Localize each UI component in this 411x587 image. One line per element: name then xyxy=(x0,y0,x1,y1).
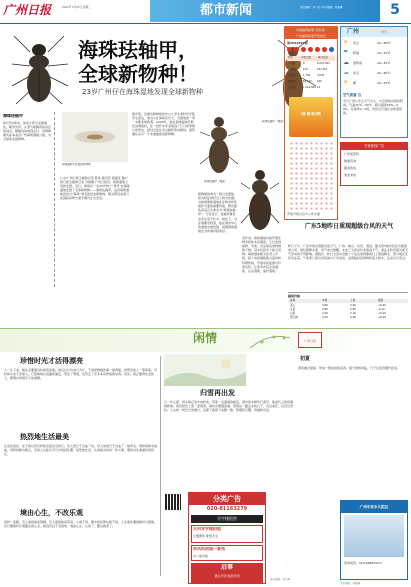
poem-body: 又一年立夏，风从珠江的方向吹来，带着一点湿润的暖意。窗外的木棉早已落尽，取而代之的是满树新绿。我在阳台上泡一壶清茶，看时光慢慢流淌。回想这一路走来的日子，有过迷茫，也有过坚持。人生如一场长长的旅行，走累了就停下来歇一歇，整理好行囊，再重新出发。 xyxy=(164,400,294,413)
lottery-cell: 五等奖 xyxy=(288,86,296,89)
side-poem-body: 清风拂过窗前，带来一缕淡淡的花香。夏天悄悄来临，日子也变得漫长起来。 xyxy=(298,366,401,370)
lottery-row xyxy=(287,62,335,67)
article-column-4: 近年来，海珠湿地持续开展生物多样性本底调查，已记录到植物、鸟类、昆虫等各类物种数千种，其中包括多个新记录种。海珠湿地相关负责人介绍，接下来将继续联合高校和科研机构，开展系统监测与科普宣传，让更多市民走进湿地、认识湿地、保护湿地。 xyxy=(242,236,282,273)
service-box-header: 专家热线广告 xyxy=(341,143,407,150)
lottery-cell: 三等奖 xyxy=(288,74,296,77)
weather-list xyxy=(343,39,405,89)
lottery-cell: 四等奖 xyxy=(288,80,296,83)
sample-photo-caption: 海珠湿地中发现的新物种 xyxy=(62,163,91,166)
ad-3-title: 启事 xyxy=(220,564,233,571)
ad-2-body: 办公室出租 xyxy=(193,554,209,558)
xianqing-seal: 广州日报 xyxy=(298,332,322,348)
right-ad xyxy=(340,500,408,580)
ads-write: 写字楼租售 xyxy=(191,515,263,523)
weather-desc: 多云 xyxy=(353,71,360,75)
column-divider xyxy=(160,356,161,576)
news2-body: 昨日下午，广东多地出现强对流天气，广州、佛山、东莞、清远、韶关等5地市先后出现雷雨大风、短时强降水等。省气象台提醒，未来三天我省仍多雷雨天气，请注意防范强对流天气带来的不利影响。据统计，昨日全省共有数十个站点录得暴雨以上级别降水，部分地区还伴有冰雹。气象部门建议市民减少户外活动，远离临时搭建物和高大树木，注意出行安全。 xyxy=(288,244,408,261)
lottery-cell: 6,231,564 xyxy=(317,62,330,65)
beetle-caption-mid: 海珠珐轴甲（腹面） xyxy=(204,180,228,183)
weather-label: 今天 xyxy=(381,30,388,34)
market-cell: -0.10 xyxy=(378,308,385,311)
lottery-cell: 10 xyxy=(317,86,321,89)
essay-2-title: 热烈地生活最美 xyxy=(20,432,69,441)
right-ad-image xyxy=(344,515,404,557)
essay-3-body: 同样一条路，有人看到的是荆棘，有人看到的是风景。心境不同，眼中的世界也就不同。人生难免遇到挫折与困难，但只要保持乐观豁达的心态，就没有过不去的坎。境由心生，心宽了，路也就宽了。 xyxy=(4,520,158,529)
red-ball xyxy=(301,47,306,52)
lottery-cell: 167,301 xyxy=(317,68,328,71)
lottery-row xyxy=(287,86,335,91)
ad-3-body: 遗失声明 特此声明 xyxy=(214,574,240,578)
article-column-2: 据介绍，发现该物种的是中山大学生命科学学院学生邱良，他自小在海珠区长大，对湿地的一草一木都非常熟悉。2020年，他在海珠湿地开展昆虫调查时，在一段朽木中采集到了几只体形细小的甲虫，经过反复比对文献和形态解剖，最终确认其为一个未被描述的新物种。 xyxy=(132,112,196,137)
market-col: 本周 xyxy=(322,299,328,302)
market-cell: 4.40 xyxy=(350,316,356,319)
right-ad-body: 咨询电话：020-8888XXXX xyxy=(344,561,382,565)
masthead-logo: 广州日报 xyxy=(3,3,52,17)
weather-temp: 22~30℃ xyxy=(377,41,391,45)
ad-2-title: 东风科创园一景苑 xyxy=(193,547,225,551)
blue-ball xyxy=(329,47,334,52)
service-line: 服务热线 xyxy=(344,166,357,170)
lottery-table-head xyxy=(287,56,335,61)
article-column-3: 新物种的命名一般以发现地、形态特征或纪念人物为依据。为体现海珠湿地在生物多样性保护方面的重要价值，研究团队将其正式命名为“海珠珐轴甲”。专家表示，珐轴甲属昆虫多生活于朽木、树皮下，对生境要求较高，能在城市中心的湿地中被发现，说明海珠湿地生态环境持续向好。 xyxy=(198,192,238,233)
market-col: 品种 xyxy=(290,299,296,302)
beetle-photo-top xyxy=(4,30,76,110)
lottery-cell: 8 xyxy=(303,62,305,65)
headline-subtitle: 23岁广州仔在海珠湿地发现全球新物种 xyxy=(82,88,203,96)
service-line: 广州某医院 xyxy=(344,152,360,156)
article-column-1: □文/广州日报全媒体记者 陈雨 通讯员 海湿宣 图/广州日报全媒体记者 苏韵桐 广州日报讯：海珠湿地又有新发现。近日，海珠区一名23岁的“广州仔”在海珠湿地发现了全球新物种——海珠珐轴甲。这是海珠湿地首次以“海珠”命名的昆虫新物种，相关研究成果已在国际动物分类学期刊正式发表。 xyxy=(60,176,130,201)
right-ad-header: 广州专家永久院区 xyxy=(341,501,407,513)
weather-desc: 多云 xyxy=(353,41,360,45)
ad-3 xyxy=(191,563,263,583)
service-box xyxy=(340,142,408,186)
weather-temp: 23~31℃ xyxy=(377,51,391,55)
lottery-table xyxy=(287,56,335,94)
masthead-date: 2022年 5月25日 星期三 xyxy=(62,6,91,9)
side-poem-title: 初夏 xyxy=(300,356,311,362)
weather-box xyxy=(340,26,408,138)
weather-desc: 雷阵雨 xyxy=(353,61,363,65)
market-col: 上周 xyxy=(350,299,356,302)
cloud-icon: ☁ xyxy=(343,69,349,76)
lottery-cell: 二等奖 xyxy=(288,68,296,71)
qr-code xyxy=(165,494,181,510)
red-ball xyxy=(294,47,299,52)
ad-1-title: 天河写字楼招租 xyxy=(193,527,221,531)
poem-title: 归雪再出发 xyxy=(200,388,235,397)
lottery-header xyxy=(285,27,337,39)
headline-line1: 海珠珐轴甲， xyxy=(78,38,198,62)
ads-phone: 020-81163279 xyxy=(206,506,248,512)
news2-title: 广东5地昨日重现超级台风的天气 xyxy=(304,223,394,230)
aqi-body: 今日广州以多云天气为主，午后局地有短时阵雨，气温22℃~30℃，相对湿度60%~90%，东南风2~3级，市民出行请注意防雷防雨。 xyxy=(343,99,404,116)
market-cell: 菜心 xyxy=(290,304,296,307)
weather-temp: 23~30℃ xyxy=(377,71,391,75)
lottery-cell: 1,762 xyxy=(303,74,311,77)
ads-header: 分类广告 xyxy=(189,493,265,505)
service-line: 健康咨询 xyxy=(344,159,357,163)
market-cell: 2.80 xyxy=(322,308,328,311)
beetle-caption-right: 海珠珐轴甲（侧面） xyxy=(262,120,286,123)
headline-line2: 全球新物种！ xyxy=(78,62,198,86)
lottery-cell: 1,542,006 xyxy=(303,86,316,89)
lottery-row xyxy=(287,68,335,73)
beetle-photo-mid xyxy=(198,112,240,178)
weather-desc: 阵雨 xyxy=(353,51,360,55)
sun-icon: ☀ xyxy=(343,79,349,86)
weather-row xyxy=(343,69,405,78)
weather-city: 广州 xyxy=(347,28,360,35)
market-cell: 3.40 xyxy=(350,304,356,307)
footer-left: 责任编辑：郑小静 xyxy=(270,578,291,581)
beetle-photo-bottom xyxy=(240,165,280,235)
essay-2-body: 生活的美好，在于我们用怎样的态度去对待它。有人把日子过成了诗，有人却把日子过成了一地鸡毛。同样的柴米油盐，同样的朝九晚五，有的人总能从平凡中找到乐趣。热烈地生活，认真地对待每一件小事，便是对生命最好的回应。 xyxy=(4,444,158,457)
lottery-footer: 开奖号码以官方公布为准 xyxy=(287,212,321,216)
aqi-title: 空气质量 良 xyxy=(343,93,362,97)
lottery-col-1: 奖等 xyxy=(288,56,294,59)
ad-2 xyxy=(191,545,263,561)
xianqing-branch xyxy=(250,328,290,352)
red-ball xyxy=(287,47,292,52)
essay-3-title: 境由心生，不改乐观 xyxy=(20,508,83,517)
species-sidebar-title: 海珠珐轴甲 xyxy=(3,114,23,118)
weather-temp: 24~33℃ xyxy=(377,81,391,85)
red-ball xyxy=(308,47,313,52)
market-title: 蔬菜价格 xyxy=(288,294,301,298)
lottery-cell: 200 xyxy=(317,80,322,83)
thunder-icon: ☁ xyxy=(343,59,349,66)
market-cell: +0.10 xyxy=(378,316,386,319)
xianqing-label: 闲情 xyxy=(192,331,217,345)
weather-header xyxy=(341,27,407,37)
red-ball xyxy=(322,47,327,52)
market-cell: 西红柿 xyxy=(290,316,298,319)
market-cell: 生菜 xyxy=(290,308,296,311)
rain-icon: ☂ xyxy=(343,49,349,56)
lottery-col-2: 中奖注数 xyxy=(301,56,312,59)
weather-row xyxy=(343,39,405,48)
lottery-cell: 一等奖 xyxy=(288,62,296,65)
masthead xyxy=(0,0,411,24)
weather-row xyxy=(343,59,405,68)
market-row xyxy=(288,316,408,320)
market-cell: 4.50 xyxy=(322,316,328,319)
market-head xyxy=(288,299,408,303)
essay-1-title: 珍惜时光才活得漂亮 xyxy=(20,356,83,365)
lottery-issue: 第2022059期 xyxy=(287,41,308,45)
lottery-row xyxy=(287,80,335,85)
market-col: 涨跌 xyxy=(378,299,384,302)
page-number: 5 xyxy=(390,2,400,18)
lottery-row xyxy=(287,74,335,79)
market-cell: +0.20 xyxy=(378,304,386,307)
market-cell: 3.60 xyxy=(322,304,328,307)
lottery-subtitle: 广东福利彩票开奖信息 xyxy=(295,34,326,38)
lottery-balls xyxy=(287,47,335,53)
market-table xyxy=(288,292,408,322)
weather-row xyxy=(343,49,405,58)
market-cell: +0.10 xyxy=(378,312,386,315)
market-cell: 2.90 xyxy=(350,308,356,311)
market-cell: 2.10 xyxy=(350,312,356,315)
market-cell: 白菜 xyxy=(290,312,296,315)
lottery-dot-grid xyxy=(289,141,333,211)
market-cell: 2.20 xyxy=(322,312,328,315)
essay-1-body: 人一生下来，就注定要面对时间的流逝。我们总以为来日方长，于是把想做的事一拖再拖，把想见的人一等再等。可时间从来不会等人，它悄悄地从指缝间溜走，带走了青春，也带走了许多本该珍惜的东西。其实，真正懂得生活的人，都明白珍惜当下的道理。 xyxy=(4,368,158,381)
lottery-cell: 3,000 xyxy=(317,74,325,77)
classified-ads xyxy=(188,492,266,584)
poem-illustration xyxy=(164,354,246,386)
species-sidebar xyxy=(3,112,55,287)
masthead-editor: 责任编辑：邓一思 / 美术编辑：林嘉琳 xyxy=(300,6,343,9)
weather-temp: 24~32℃ xyxy=(377,61,391,65)
lottery-ad xyxy=(289,97,333,137)
sample-photo xyxy=(62,112,128,162)
species-sidebar-body: 体长约4毫米。体表大部分呈黑褐色，略带光泽，头部与前胸背板具密集刻点，鞘翅具纵向刻点行。该物种模式标本采自广州海珠湿地公园，为全球新发现物种。 xyxy=(3,121,51,142)
sun-cloud-icon: ☀ xyxy=(343,39,349,46)
ad-1 xyxy=(191,525,263,543)
ad-1-body: 交通便利 配套齐全 xyxy=(193,534,218,538)
lottery-title: 中国福利彩票“双色球” xyxy=(295,28,327,32)
lottery-box xyxy=(284,26,338,220)
lottery-col-3: 单注奖金 xyxy=(318,56,329,59)
red-ball xyxy=(315,47,320,52)
weather-row xyxy=(343,79,405,88)
section-title: 都市新闻 xyxy=(200,3,253,18)
lottery-ad-title: 体育彩票 xyxy=(300,112,321,117)
lottery-cell: 124 xyxy=(303,68,308,71)
service-line: 欢迎来电 xyxy=(344,173,357,177)
lottery-cell: 83,210 xyxy=(303,80,312,83)
footer-right: 美术编辑：林嘉琳 xyxy=(340,582,361,585)
weather-desc: 晴 xyxy=(353,81,357,85)
